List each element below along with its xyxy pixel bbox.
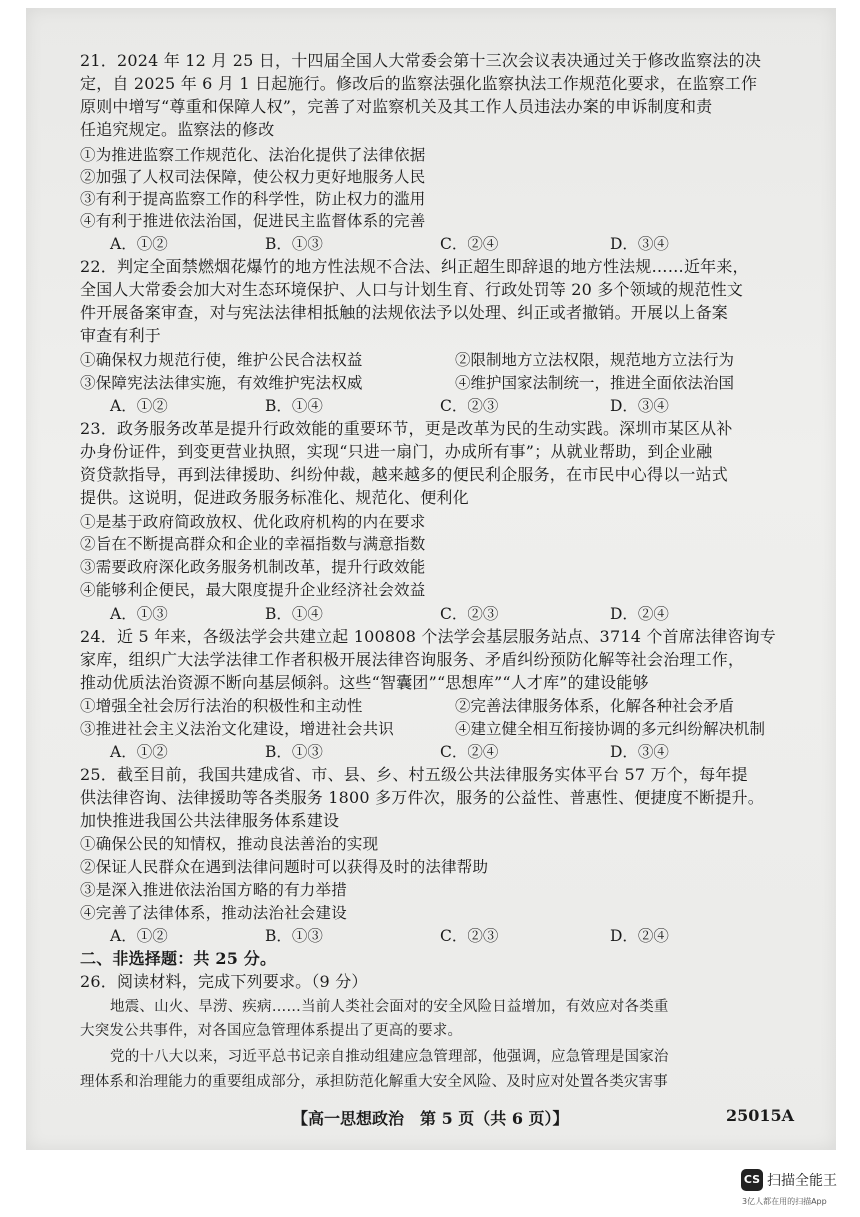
page-footer: 【高一思想政治 第 5 页（共 6 页）】: [292, 1109, 569, 1128]
q21-option-d: D．③④: [610, 235, 669, 253]
q23-item: ①是基于政府简政放权、优化政府机构的内在要求: [80, 513, 426, 531]
q25-option-c: C．②③: [440, 927, 499, 945]
q26-passage-line: 大突发公共事件，对各国应急管理体系提出了更高的要求。: [80, 1023, 463, 1039]
q26-passage-line: 地震、山火、旱涝、疾病……当前人类社会面对的安全风险日益增加，有效应对各类重: [110, 999, 669, 1015]
q22-stem-line: 件开展备案审查，对与宪法法律相抵触的法规依法予以处理、纠正或者撤销。开展以上备案: [80, 303, 729, 322]
q25-item: ①确保公民的知情权，推动良法善治的实现: [80, 835, 379, 853]
q22-stem-line: 全国人大常委会加大对生态环境保护、人口与计划生育、行政处罚等 20 多个领域的规范性文: [80, 280, 744, 299]
section-heading: 二、非选择题：共 25 分。: [80, 949, 277, 968]
q23-option-c: C．②③: [440, 605, 499, 623]
q22-option-b: B．①④: [265, 397, 323, 415]
q24-option-b: B．①③: [265, 743, 323, 761]
q25-stem-line: 25．截至目前，我国共建成省、市、县、乡、村五级公共法律服务实体平台 57 万个，每年提: [80, 765, 748, 784]
q21-item: ①为推进监察工作规范化、法治化提供了法律依据: [80, 146, 426, 164]
q25-item: ③是深入推进依法治国方略的有力举措: [80, 881, 347, 899]
q24-item: ②完善法律服务体系，化解各种社会矛盾: [455, 697, 735, 715]
q23-option-b: B．①④: [265, 605, 323, 623]
q23-stem-line: 资贷款指导，再到法律援助、纠纷仲裁，越来越多的便民利企服务，在市民中心得以一站式: [80, 465, 729, 484]
q23-option-d: D．②④: [610, 605, 669, 623]
q24-option-c: C．②④: [440, 743, 499, 761]
q25-stem-line: 加快推进我国公共法律服务体系建设: [80, 811, 340, 830]
q24-stem-line: 推动优质法治资源不断向基层倾斜。这些“智囊团”“思想库”“人才库”的建设能够: [80, 673, 649, 692]
q24-stem-line: 家库，组织广大法学法律工作者积极开展法律咨询服务、矛盾纠纷预防化解等社会治理工作，: [80, 650, 745, 669]
q22-option-a: A．①②: [110, 397, 168, 415]
q22-stem-line: 审查有利于: [80, 326, 162, 345]
q25-option-a: A．①②: [110, 927, 168, 945]
q24-item: ①增强全社会厉行法治的积极性和主动性: [80, 697, 363, 715]
q22-item: ③保障宪法法律实施，有效维护宪法权威: [80, 374, 363, 392]
q21-stem-line: 21．2024 年 12 月 25 日，十四届全国人大常委会第十三次会议表决通过关于修改监察法的决: [80, 51, 762, 70]
q25-stem-line: 供法律咨询、法律援助等各类服务 1800 多万件次，服务的公益性、普惠性、便捷度不断提升。: [80, 788, 764, 807]
q25-item: ④完善了法律体系，推动法治社会建设: [80, 904, 347, 922]
q25-option-d: D．②④: [610, 927, 669, 945]
q21-item: ④有利于推进依法治国，促进民主监督体系的完善: [80, 212, 426, 230]
q21-stem-line: 原则中增写“尊重和保障人权”，完善了对监察机关及其工作人员违法办案的申诉制度和责: [80, 97, 713, 116]
q21-option-a: A．①②: [110, 235, 168, 253]
paper-code: 25015A: [726, 1106, 795, 1125]
q25-item: ②保证人民群众在遇到法律问题时可以获得及时的法律帮助: [80, 858, 489, 876]
camscanner-name: 扫描全能王: [767, 1173, 837, 1189]
q22-item: ④维护国家法制统一，推进全面依法治国: [455, 374, 735, 392]
q21-item: ②加强了人权司法保障，使公权力更好地服务人民: [80, 168, 426, 186]
q24-option-d: D．③④: [610, 743, 669, 761]
q22-stem-line: 22．判定全面禁燃烟花爆竹的地方性法规不合法、纠正超生即辞退的地方性法规……近年来，: [80, 257, 749, 276]
q26-stem: 26．阅读材料，完成下列要求。（9 分）: [80, 972, 368, 991]
q24-item: ④建立健全相互衔接协调的多元纠纷解决机制: [455, 720, 766, 738]
q22-item: ②限制地方立法权限，规范地方立法行为: [455, 351, 735, 369]
q21-option-b: B．①③: [265, 235, 323, 253]
q21-stem-line: 定，自 2025 年 6 月 1 日起施行。修改后的监察法强化监察执法工作规范化要求，在监察工作: [80, 74, 758, 93]
q23-option-a: A．①③: [110, 605, 168, 623]
q23-stem-line: 23．政务服务改革是提升行政效能的重要环节，更是改革为民的生动实践。深圳市某区从补: [80, 419, 733, 438]
q21-stem-line: 任追究规定。监察法的修改: [80, 120, 275, 139]
q21-item: ③有利于提高监察工作的科学性，防止权力的滥用: [80, 190, 426, 208]
q24-stem-line: 24．近 5 年来，各级法学会共建立起 100808 个法学会基层服务站点、3714 个首席法律咨询专: [80, 627, 776, 646]
q23-stem-line: 办身份证件，到变更营业执照，实现“只进一扇门，办成所有事”；从就业帮助，到企业融: [80, 442, 713, 461]
q21-option-c: C．②④: [440, 235, 499, 253]
q25-option-b: B．①③: [265, 927, 323, 945]
q22-item: ①确保权力规范行使，维护公民合法权益: [80, 351, 363, 369]
q23-item: ③需要政府深化政务服务机制改革，提升行政效能: [80, 558, 426, 576]
q26-passage-line: 党的十八大以来，习近平总书记亲自推动组建应急管理部，他强调，应急管理是国家治: [110, 1049, 669, 1065]
q24-item: ③推进社会主义法治文化建设，增进社会共识: [80, 720, 395, 738]
q22-option-c: C．②③: [440, 397, 499, 415]
q23-item: ④能够利企便民，最大限度提升企业经济社会效益: [80, 581, 426, 599]
q24-option-a: A．①②: [110, 743, 168, 761]
q22-option-d: D．③④: [610, 397, 669, 415]
q26-passage-line: 理体系和治理能力的重要组成部分，承担防范化解重大安全风险、及时应对处置各类灾害事: [80, 1074, 668, 1090]
camscanner-logo-icon: CS: [741, 1169, 763, 1191]
q23-stem-line: 提供。这说明，促进政务服务标准化、规范化、便利化: [80, 488, 469, 507]
q23-item: ②旨在不断提高群众和企业的幸福指数与满意指数: [80, 535, 426, 553]
camscanner-tagline: 3亿人都在用的扫描App: [742, 1197, 827, 1206]
